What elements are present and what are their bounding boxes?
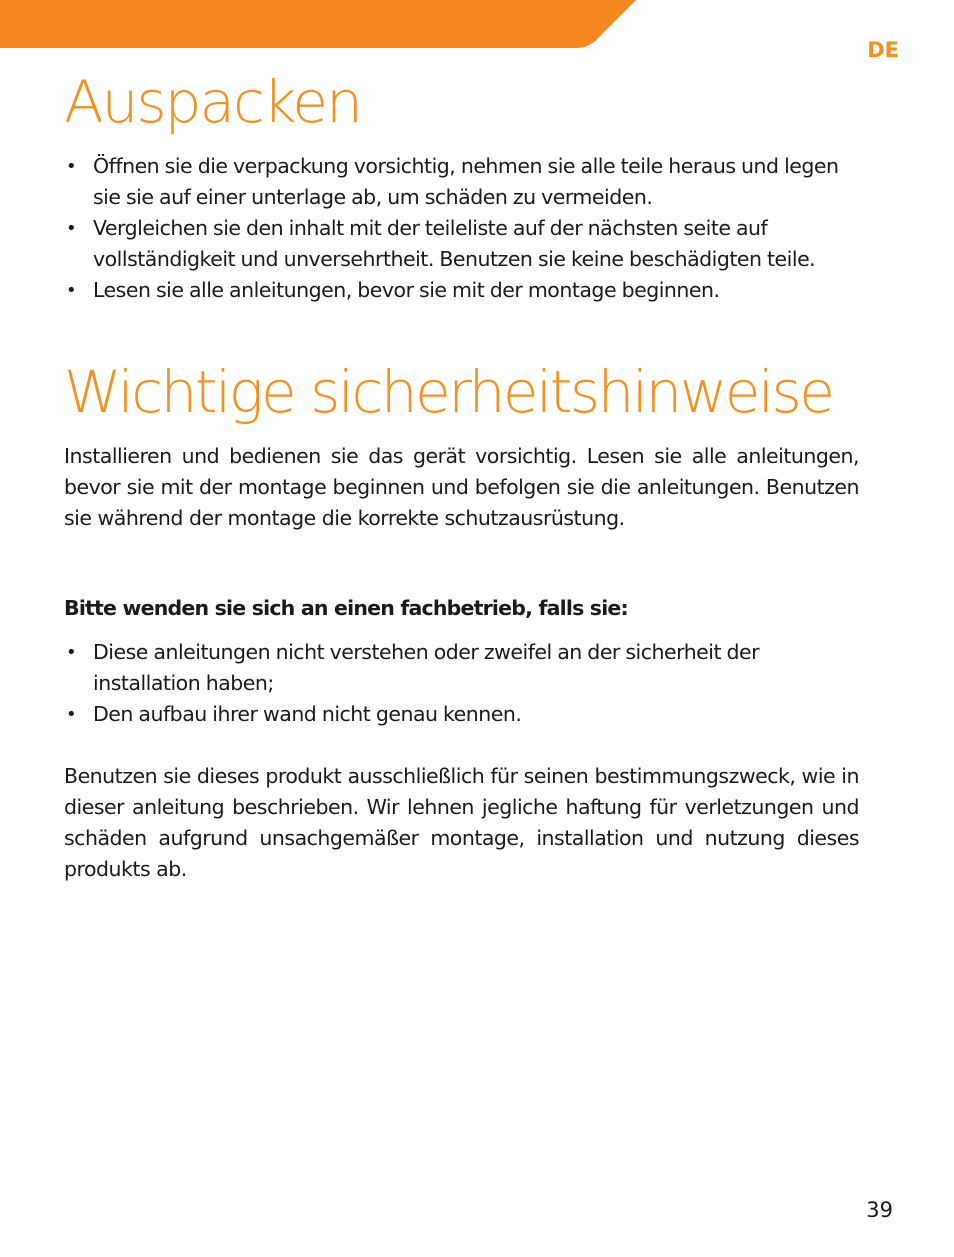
bullet-icon: • — [66, 218, 77, 239]
header-accent-bar — [0, 0, 636, 48]
list-item-text: Den aufbau ihrer wand nicht genau kennen. — [93, 702, 522, 726]
safety-title: Wichtige sicherheitshinweise — [64, 358, 833, 426]
language-badge: DE — [867, 38, 899, 62]
list-item — [64, 151, 859, 213]
list-item — [64, 699, 859, 730]
professional-list — [64, 637, 859, 730]
list-item — [64, 213, 859, 275]
unpacking-title: Auspacken — [64, 68, 361, 136]
bullet-icon: • — [66, 642, 77, 663]
list-item-text: Vergleichen sie den inhalt mit der teileliste auf der nächsten seite auf vollständigkeit und unversehrtheit. Benutzen sie keine beschädigten teile. — [93, 216, 816, 271]
list-item — [64, 275, 859, 306]
list-item-text: Diese anleitungen nicht verstehen oder zweifel an der sicherheit der installation haben; — [93, 640, 760, 695]
bullet-icon: • — [66, 704, 77, 725]
list-item — [64, 637, 859, 699]
page-number: 39 — [866, 1198, 893, 1222]
list-item-text: Lesen sie alle anleitungen, bevor sie mit der montage beginnen. — [93, 278, 720, 302]
usage-paragraph: Benutzen sie dieses produkt ausschließlich für seinen bestimmungszweck, wie in dieser anleitung beschrieben. Wir lehnen jegliche haftung für verletzungen und schäden aufgrund unsachgemäßer montage, installation und nutzung dieses produkts ab. — [64, 764, 859, 881]
safety-intro: Installieren und bedienen sie das gerät vorsichtig. Lesen sie alle anleitungen, bevor sie mit der montage beginnen und befolgen sie die anleitungen. Benutzen sie während der montage die korrekte schutzausrüstung. — [64, 444, 859, 530]
bullet-icon: • — [66, 156, 77, 177]
list-item-text: Öffnen sie die verpackung vorsichtig, nehmen sie alle teile heraus und legen sie sie auf einer unterlage ab, um schäden zu vermeiden. — [93, 154, 839, 209]
bullet-icon: • — [66, 280, 77, 301]
unpacking-list — [64, 151, 859, 306]
professional-heading: Bitte wenden sie sich an einen fachbetrieb, falls sie: — [64, 596, 628, 620]
